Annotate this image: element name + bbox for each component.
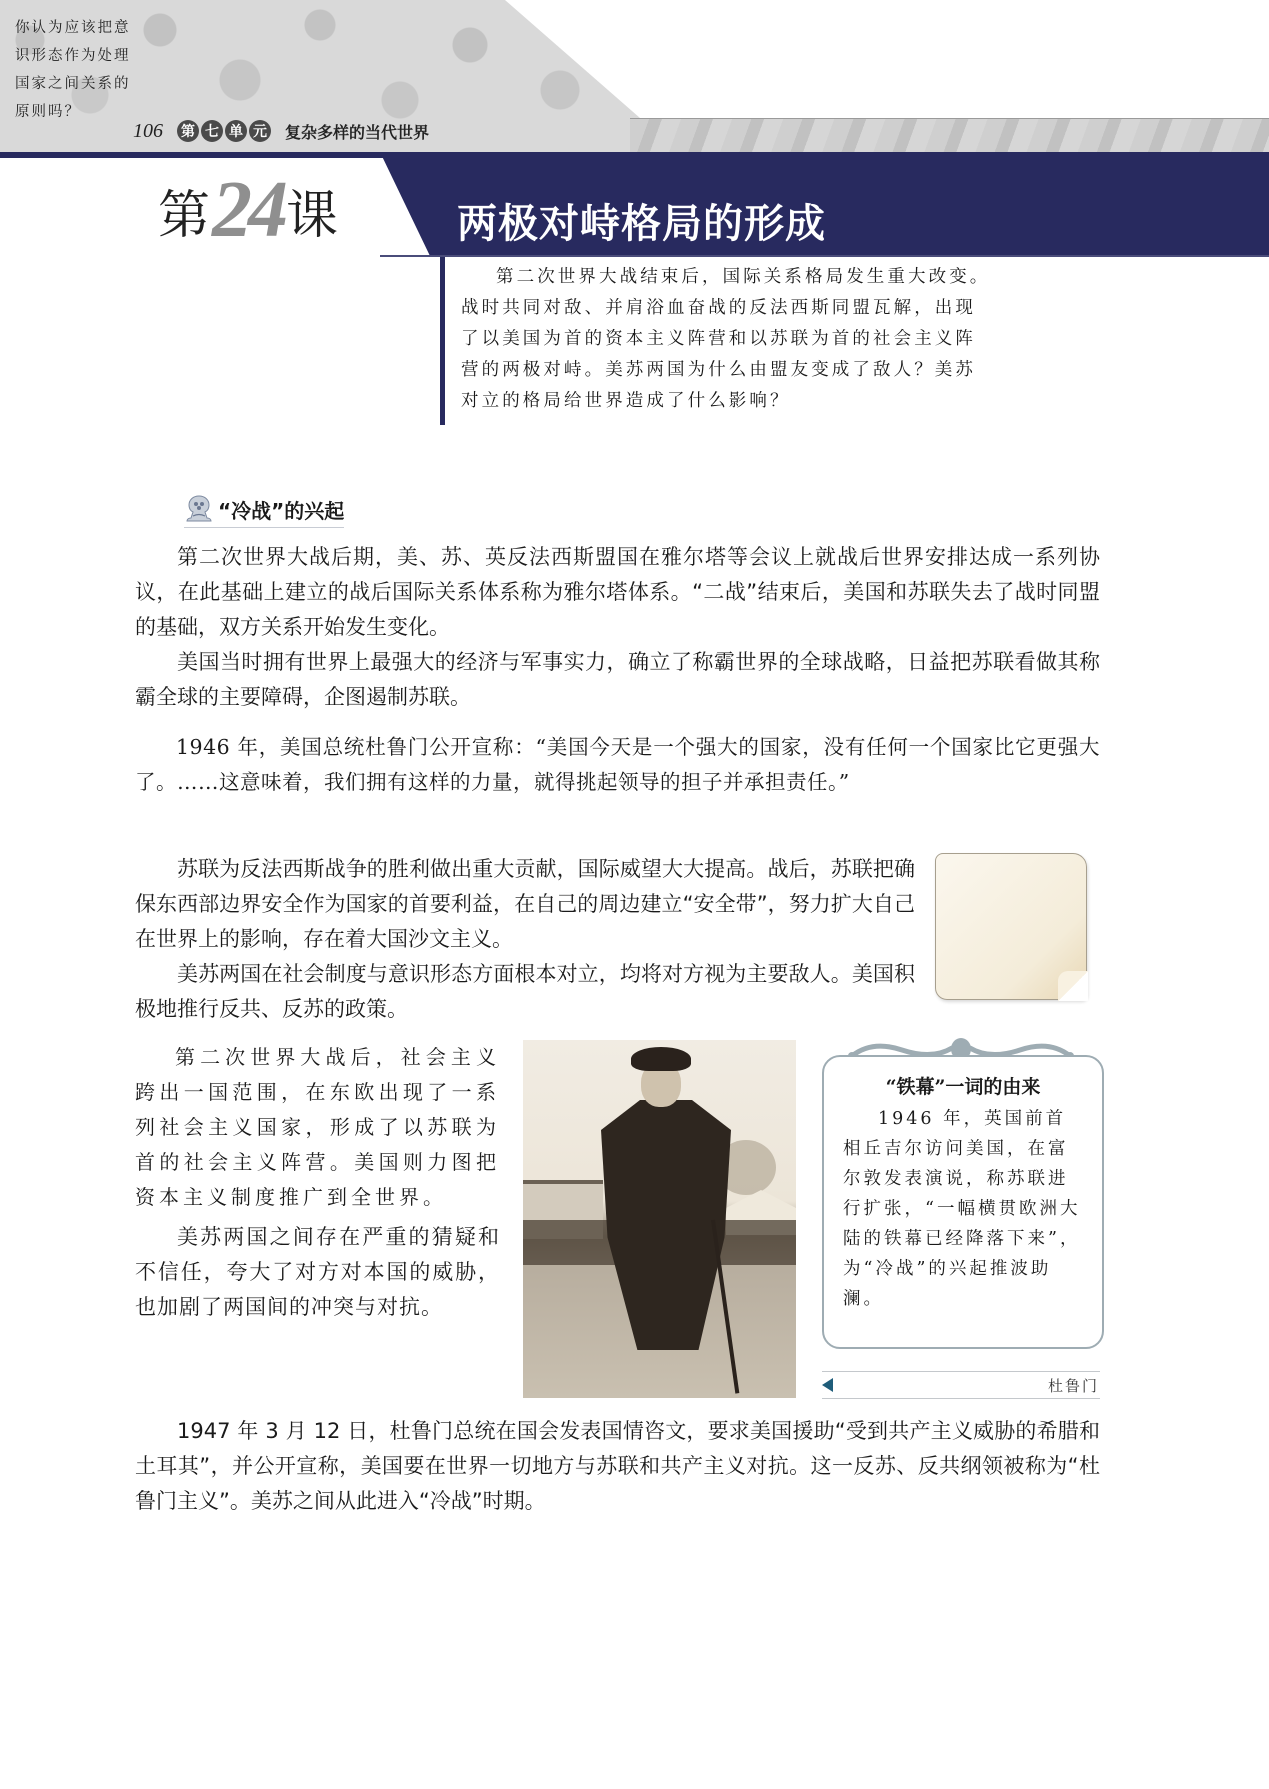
caption-rule: [822, 1371, 1100, 1372]
paragraph: 美苏两国之间存在严重的猜疑和不信任，夸大了对方对本国的威胁，也加剧了两国间的冲突与对抗。: [135, 1225, 500, 1319]
section-title: “冷战”的兴起: [218, 498, 345, 523]
page-number: 106: [133, 119, 163, 142]
truman-photo: [523, 1040, 796, 1398]
paragraph: 第二次世界大战后期，美、苏、英反法西斯盟国在雅尔塔等会议上就战后世界安排达成一系列协议，在此基础上建立的战后国际关系体系称为雅尔塔体系。“二战”结束后，美国和苏联失去了战时同盟的基础，双方关系开始发生变化。: [135, 545, 1100, 639]
infobox-title: “铁幕”一词的由来: [885, 1076, 1041, 1098]
paragraph: 1947 年 3 月 12 日，杜鲁门总统在国会发表国情咨文，要求美国援助“受到共产主义威胁的希腊和土耳其”，并公开宣称，美国要在世界一切地方与苏联和共产主义对抗。这一反苏、反共纲领被称为“杜鲁门主义”。美苏之间从此进入“冷战”时期。: [135, 1419, 1100, 1513]
section-heading: [184, 494, 344, 528]
caption-rule: [822, 1398, 1100, 1399]
ornament-icon: [184, 494, 214, 524]
lesson-number: [158, 166, 339, 254]
unit-badge: 七: [201, 120, 223, 142]
lesson-title: 两极对峙格局的形成: [457, 200, 826, 247]
lesson-number-suffix: 课: [286, 186, 339, 246]
running-head: [133, 116, 429, 146]
body-paragraph-truman-doctrine: [135, 1414, 1100, 1519]
body-paragraphs-1: [135, 540, 1100, 715]
paragraph: 1946 年，美国总统杜鲁门公开宣称：“美国今天是一个强大的国家，没有任何一个国家比它更强大了。……这意味着，我们拥有这样的力量，就得挑起领导的担子并承担责任。”: [135, 735, 1100, 794]
body-paragraphs-2: [135, 852, 915, 1027]
lesson-intro: 第二次世界大战结束后，国际关系格局发生重大改变。战时共同对敌、并肩浴血奋战的反法西斯同盟瓦解，出现了以美国为首的资本主义阵营和以苏联为首的社会主义阵营的两极对峙。美苏两国为什么由盟友变成了敌人？美苏对立的格局给世界造成了什么影响？: [461, 267, 991, 411]
lesson-number-value: 24: [212, 166, 285, 254]
note-page-curl: [1058, 971, 1088, 1001]
unit-badge: 第: [177, 120, 199, 142]
body-paragraph-mistrust: [135, 1220, 500, 1325]
unit-badge: 单: [225, 120, 247, 142]
header-ornament-strip: [630, 118, 1269, 153]
body-paragraph-socialist-camp: [135, 1040, 500, 1215]
paragraph: 苏联为反法西斯战争的胜利做出重大贡献，国际威望大大提高。战后，苏联把确保东西部边界安全作为国家的首要利益，在自己的周边建立“安全带”，努力扩大自己在世界上的影响，存在着大国沙文主义。: [135, 857, 915, 951]
photo-hat: [631, 1047, 691, 1071]
infobox-text: 1946 年，英国前首相丘吉尔访问美国，在富尔敦发表演说，称苏联进行扩张，“一幅横贯欧洲大陆的铁幕已经降落下来”，为“冷战”的兴起推波助澜。: [843, 1109, 1081, 1309]
paragraph: 美国当时拥有世界上最强大的经济与军事实力，确立了称霸世界的全球战略，日益把苏联看做其称霸全球的主要障碍，企图遏制苏联。: [135, 650, 1100, 709]
photo-caption: 杜鲁门: [1047, 1377, 1099, 1395]
paragraph: 第二次世界大战后，社会主义跨出一国范围，在东欧出现了一系列社会主义国家，形成了以苏联为首的社会主义阵营。美国则力图把资本主义制度推广到全世界。: [135, 1045, 500, 1209]
think-note-text: 你认为应该把意识形态作为处理国家之间关系的原则吗？: [15, 20, 131, 120]
lesson-number-prefix: 第: [158, 186, 211, 246]
truman-quote: [135, 730, 1100, 800]
unit-badge: 元: [249, 120, 271, 142]
think-note: [935, 853, 1087, 1000]
unit-title: 复杂多样的当代世界: [285, 122, 430, 142]
unit-badges: [177, 120, 271, 142]
caption-arrow-icon: [822, 1378, 833, 1392]
paragraph: 美苏两国在社会制度与意识形态方面根本对立，均将对方视为主要敌人。美国积极地推行反共、反苏的政策。: [135, 962, 915, 1021]
